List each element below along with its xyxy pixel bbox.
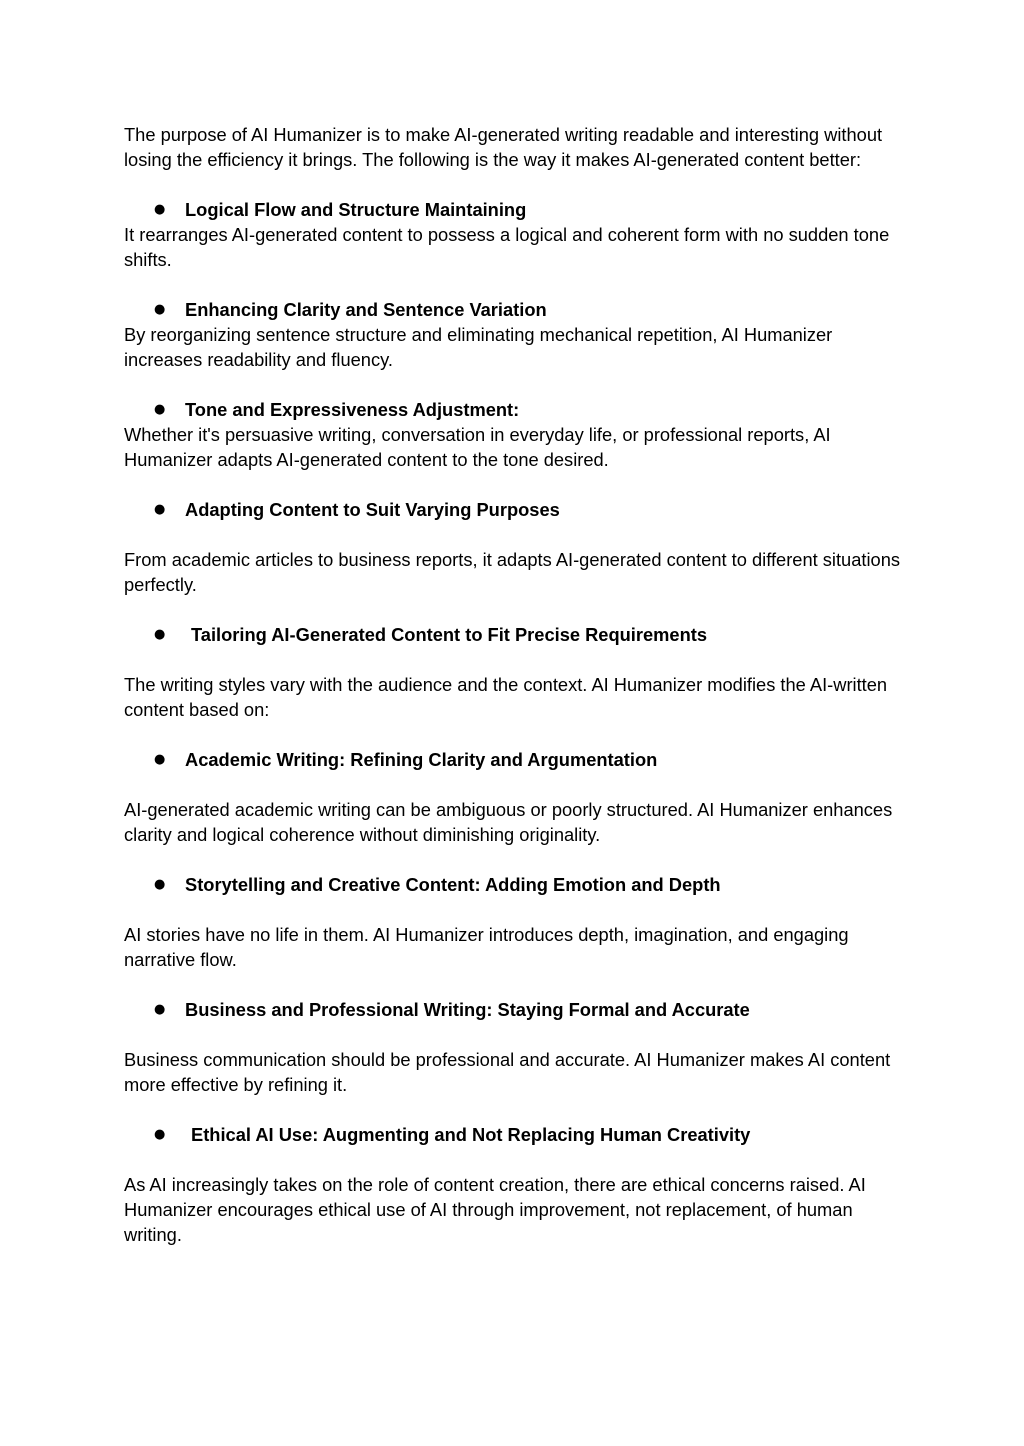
section-heading — [124, 747, 914, 772]
bullet-icon: ● — [154, 402, 166, 417]
section-heading-text: Tone and Expressiveness Adjustment: — [185, 399, 520, 420]
section-body: From academic articles to business reports, it adapts AI-generated content to different situations perfectly. — [124, 549, 901, 595]
section-heading-text: Tailoring AI-Generated Content to Fit Precise Requirements — [191, 624, 708, 645]
section-body: Whether it's persuasive writing, conversation in everyday life, or professional reports, AI Humanizer adapts AI-generated content to the tone desired. — [124, 424, 831, 470]
section-heading — [124, 397, 914, 422]
section-heading-text: Ethical AI Use: Augmenting and Not Replacing Human Creativity — [191, 1124, 751, 1145]
section-heading — [124, 622, 914, 647]
section-body: Business communication should be professional and accurate. AI Humanizer makes AI content more effective by refining it. — [124, 1049, 891, 1095]
section-heading-text: Logical Flow and Structure Maintaining — [185, 199, 527, 220]
bullet-icon: ● — [154, 1127, 166, 1142]
bullet-icon: ● — [154, 202, 166, 217]
section-heading-text: Academic Writing: Refining Clarity and Argumentation — [185, 749, 658, 770]
intro-paragraph: The purpose of AI Humanizer is to make AI-generated writing readable and interesting without losing the efficiency it brings. The following is the way it makes AI-generated content better: — [124, 124, 883, 170]
section-heading — [124, 297, 914, 322]
section-heading — [124, 497, 914, 522]
section-heading — [124, 997, 914, 1022]
section-heading-text: Adapting Content to Suit Varying Purposes — [185, 499, 560, 520]
section-heading — [124, 1122, 914, 1147]
section-body: By reorganizing sentence structure and eliminating mechanical repetition, AI Humanizer increases readability and fluency. — [124, 324, 833, 370]
section-heading-text: Enhancing Clarity and Sentence Variation — [185, 299, 547, 320]
bullet-icon: ● — [154, 627, 166, 642]
section-body: It rearranges AI-generated content to possess a logical and coherent form with no sudden tone shifts. — [124, 224, 890, 270]
section-body: AI-generated academic writing can be ambiguous or poorly structured. AI Humanizer enhances clarity and logical coherence without diminishing originality. — [124, 799, 893, 845]
section-heading-text: Business and Professional Writing: Staying Formal and Accurate — [185, 999, 750, 1020]
bullet-icon: ● — [154, 302, 166, 317]
section-body: AI stories have no life in them. AI Humanizer introduces depth, imagination, and engaging narrative flow. — [124, 924, 849, 970]
bullet-icon: ● — [154, 877, 166, 892]
section-heading — [124, 197, 914, 222]
bullet-icon: ● — [154, 1002, 166, 1017]
document-page — [124, 122, 914, 1247]
bullet-icon: ● — [154, 752, 166, 767]
section-heading — [124, 872, 914, 897]
section-heading-text: Storytelling and Creative Content: Adding Emotion and Depth — [185, 874, 721, 895]
section-body: The writing styles vary with the audience and the context. AI Humanizer modifies the AI-written content based on: — [124, 674, 888, 720]
bullet-icon: ● — [154, 502, 166, 517]
section-body: As AI increasingly takes on the role of content creation, there are ethical concerns raised. AI Humanizer encourages ethical use of AI through improvement, not replacement, of human writing. — [124, 1174, 866, 1245]
